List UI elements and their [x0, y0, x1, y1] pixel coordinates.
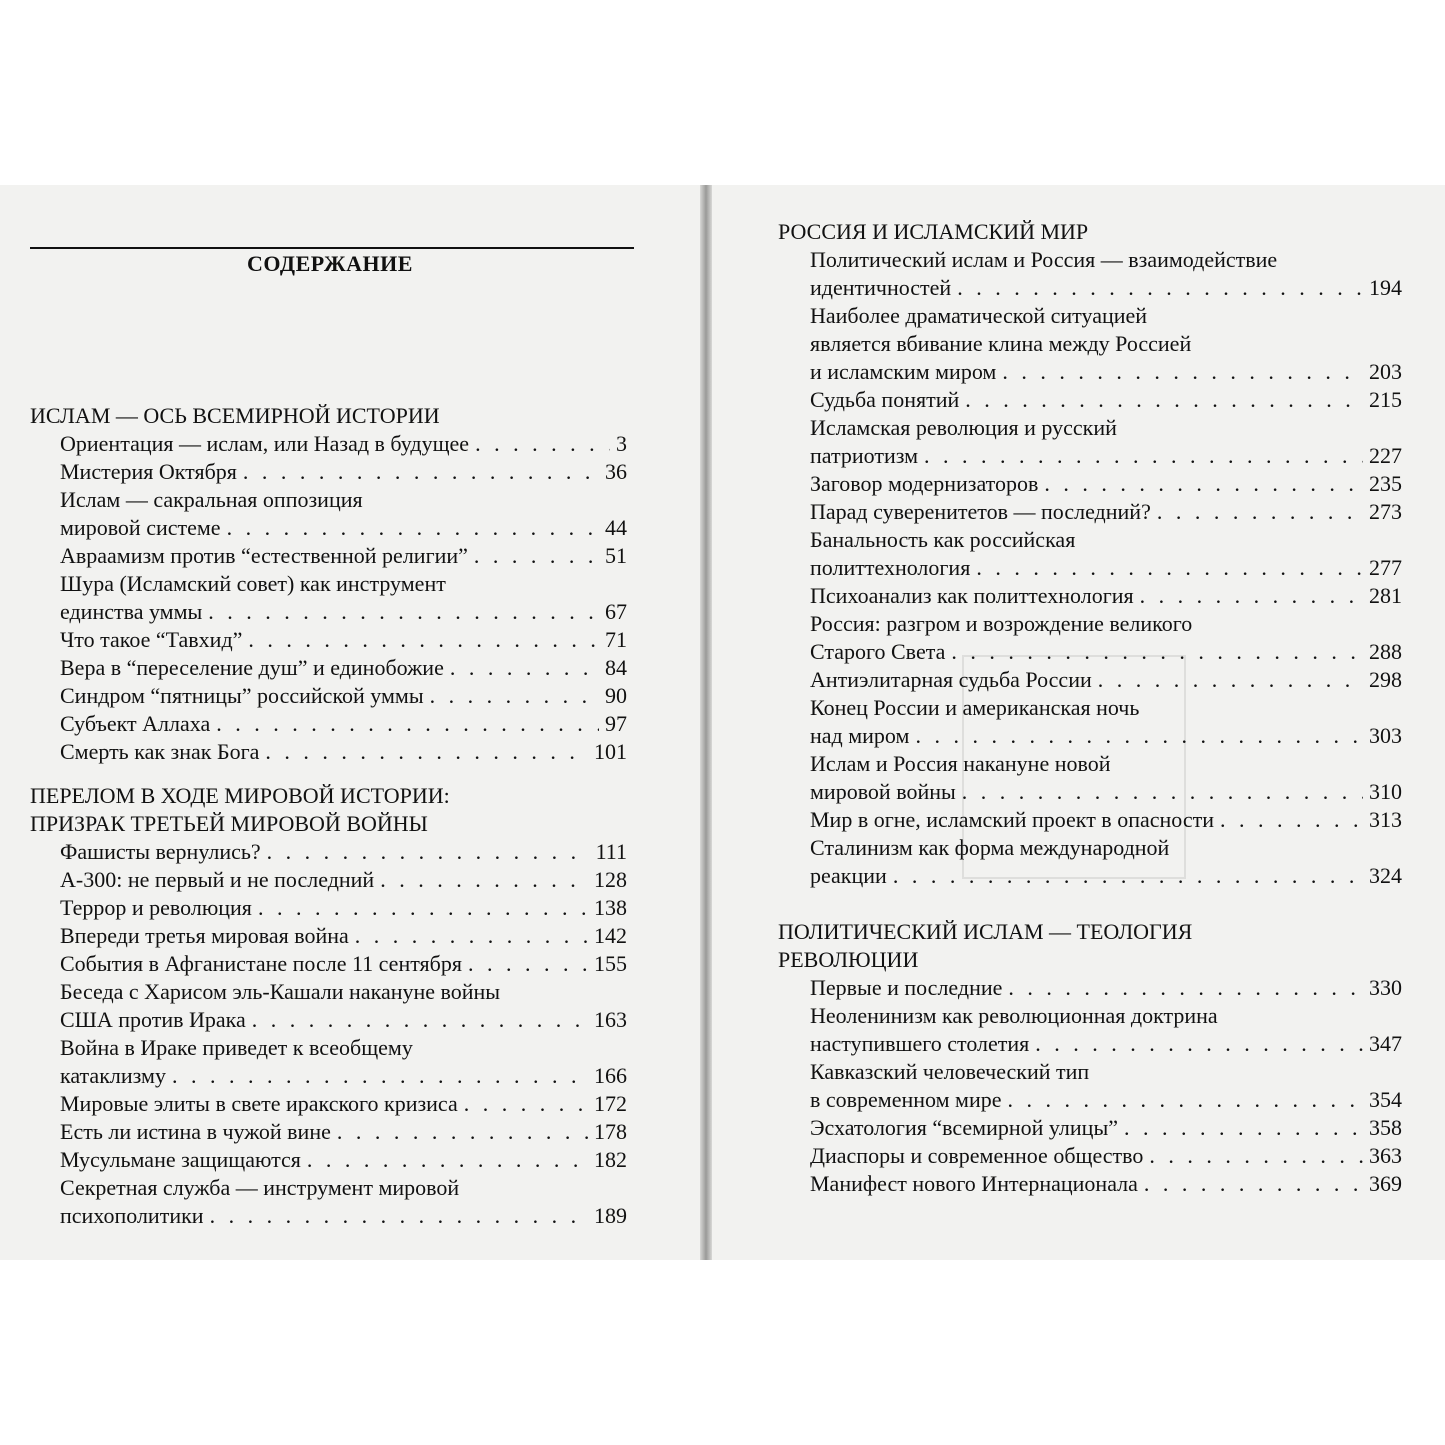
entry-title: Парад суверенитетов — последний?	[810, 499, 1151, 524]
dot-leader	[267, 838, 590, 866]
toc-entry	[810, 862, 1402, 890]
entry-page: 203	[1369, 359, 1402, 384]
entry-page: 194	[1369, 275, 1402, 300]
entry-page: 155	[594, 951, 627, 976]
entry-title: Судьба понятий	[810, 387, 960, 412]
dot-leader	[976, 554, 1363, 582]
entry-page: 303	[1369, 723, 1402, 748]
entry-page: 273	[1369, 499, 1402, 524]
entry-title: Впереди третья мировая война	[60, 923, 349, 948]
entry-page: 324	[1369, 863, 1402, 888]
entry-page: 354	[1369, 1087, 1402, 1112]
entry-title: Синдром “пятницы” российской уммы	[60, 683, 424, 708]
dot-leader	[252, 1006, 588, 1034]
entry-page: 111	[595, 839, 627, 864]
dot-leader	[475, 430, 610, 458]
entry-title-line: Сталинизм как форма международной	[810, 835, 1170, 860]
entry-title-line: Наиболее драматической ситуацией	[810, 303, 1148, 328]
dot-leader	[248, 626, 599, 654]
section-title: РОССИЯ И ИСЛАМСКИЙ МИР	[778, 219, 1089, 244]
toc-entry	[810, 778, 1402, 806]
dot-leader	[474, 542, 599, 570]
entry-title: Психоанализ как политтехнология	[810, 583, 1134, 608]
entry-page: 330	[1369, 975, 1402, 1000]
toc-entry	[810, 974, 1402, 1002]
entry-page: 277	[1369, 555, 1402, 580]
entry-title: Эсхатология “всемирной улицы”	[810, 1115, 1118, 1140]
entry-title: и исламским миром	[810, 359, 997, 384]
section-title: ИСЛАМ — ОСЬ ВСЕМИРНОЙ ИСТОРИИ	[30, 403, 440, 428]
dot-leader	[464, 1090, 588, 1118]
entry-page: 90	[605, 683, 627, 708]
entry-page: 138	[594, 895, 627, 920]
entry-title: Диаспоры и современное общество	[810, 1143, 1144, 1168]
entry-title: единства уммы	[60, 599, 203, 624]
toc-entry	[810, 442, 1402, 470]
dot-leader	[1220, 806, 1363, 834]
entry-title: идентичностей	[810, 275, 952, 300]
entry-page: 235	[1369, 471, 1402, 496]
toc-entry	[810, 1114, 1402, 1142]
entry-page: 313	[1369, 807, 1402, 832]
toc-entry	[810, 1170, 1402, 1198]
entry-title: Мусульмане защищаются	[60, 1147, 301, 1172]
toc-entry	[60, 1202, 627, 1230]
toc-entry	[60, 738, 627, 766]
toc-entry	[810, 1142, 1402, 1170]
toc-entry	[60, 710, 627, 738]
toc-entry	[810, 470, 1402, 498]
toc-entry	[810, 358, 1402, 386]
entry-title: Фашисты вернулись?	[60, 839, 261, 864]
entry-title-line: Конец России и американская ночь	[810, 695, 1140, 720]
dot-leader	[962, 778, 1363, 806]
entry-page: 310	[1369, 779, 1402, 804]
dot-leader	[1098, 666, 1363, 694]
section-title: ПОЛИТИЧЕСКИЙ ИСЛАМ — ТЕОЛОГИЯ	[778, 919, 1193, 944]
entry-page: 3	[616, 431, 627, 456]
dot-leader	[227, 514, 599, 542]
entry-title: Заговор модернизаторов	[810, 471, 1039, 496]
entry-title: Старого Света	[810, 639, 946, 664]
entry-title: мировой системе	[60, 515, 221, 540]
entry-page: 97	[605, 711, 627, 736]
entry-title: Авраамизм против “естественной религии”	[60, 543, 468, 568]
entry-title-line: Политический ислам и Россия — взаимодействие	[810, 247, 1278, 272]
dot-leader	[208, 598, 599, 626]
entry-title-line: Секретная служба — инструмент мировой	[60, 1175, 460, 1200]
dot-leader	[915, 722, 1363, 750]
entry-page: 182	[594, 1147, 627, 1172]
toc-entry	[810, 666, 1402, 694]
dot-leader	[216, 710, 599, 738]
toc-entry	[60, 514, 627, 542]
entry-title-line: Ислам и Россия накануне новой	[810, 751, 1111, 776]
entry-page: 67	[605, 599, 627, 624]
entry-page: 166	[594, 1063, 627, 1088]
entry-title-line: Исламская революция и русский	[810, 415, 1117, 440]
dot-leader	[1035, 1030, 1363, 1058]
toc-entry	[60, 922, 627, 950]
dot-leader	[430, 682, 599, 710]
entry-title-line: Война в Ираке приведет к всеобщему	[60, 1035, 413, 1060]
toc-entry	[810, 722, 1402, 750]
entry-page: 288	[1369, 639, 1402, 664]
dot-leader	[265, 738, 588, 766]
book-spread	[0, 185, 1445, 1260]
dot-leader	[951, 638, 1363, 666]
entry-title: США против Ирака	[60, 1007, 246, 1032]
dot-leader	[1157, 498, 1363, 526]
book-gutter	[700, 185, 712, 1260]
entry-title: мировой войны	[810, 779, 956, 804]
entry-page: 84	[605, 655, 627, 680]
entry-title: катаклизму	[60, 1063, 166, 1088]
toc-entry	[60, 1090, 627, 1118]
dot-leader	[957, 274, 1363, 302]
toc-entry	[60, 682, 627, 710]
entry-title: реакции	[810, 863, 887, 888]
dot-leader	[450, 654, 599, 682]
entry-page: 358	[1369, 1115, 1402, 1140]
entry-page: 71	[605, 627, 627, 652]
dot-leader	[924, 442, 1363, 470]
right-page	[712, 185, 1445, 1260]
toc-entry	[60, 838, 627, 866]
contents-heading: СОДЕРЖАНИЕ	[247, 251, 413, 276]
dot-leader	[893, 862, 1363, 890]
entry-title-line: является вбивание клина между Россией	[810, 331, 1192, 356]
entry-title-line: Банальность как российская	[810, 527, 1076, 552]
entry-title: Есть ли истина в чужой вине	[60, 1119, 331, 1144]
entry-page: 36	[605, 459, 627, 484]
entry-title: Мистерия Октября	[60, 459, 237, 484]
dot-leader	[1008, 974, 1363, 1002]
toc-entry	[810, 554, 1402, 582]
toc-entry	[60, 598, 627, 626]
entry-title: Мир в огне, исламский проект в опасности	[810, 807, 1214, 832]
toc-entry	[810, 1030, 1402, 1058]
toc-entry	[60, 1006, 627, 1034]
dot-leader	[1124, 1114, 1363, 1142]
toc-entry	[60, 430, 627, 458]
toc-entry	[60, 1146, 627, 1174]
entry-page: 347	[1369, 1031, 1402, 1056]
entry-title: Смерть как знак Бога	[60, 739, 260, 764]
entry-title: патриотизм	[810, 443, 919, 468]
entry-page: 189	[594, 1203, 627, 1228]
entry-title: над миром	[810, 723, 910, 748]
dot-leader	[1002, 358, 1363, 386]
entry-page: 281	[1369, 583, 1402, 608]
entry-page: 163	[594, 1007, 627, 1032]
dot-leader	[243, 458, 599, 486]
entry-title-line: Ислам — сакральная оппозиция	[60, 487, 363, 512]
entry-page: 215	[1369, 387, 1402, 412]
dot-leader	[380, 866, 588, 894]
dot-leader	[210, 1202, 588, 1230]
dot-leader	[468, 950, 588, 978]
entry-title: Террор и революция	[60, 895, 252, 920]
toc-entry	[60, 626, 627, 654]
dot-leader	[1008, 1086, 1363, 1114]
toc-entry	[810, 638, 1402, 666]
entry-title-line: Беседа с Харисом эль-Кашали накануне войны	[60, 979, 501, 1004]
entry-title: Манифест нового Интернационала	[810, 1171, 1138, 1196]
entry-page: 369	[1369, 1171, 1402, 1196]
entry-title: Ориентация — ислам, или Назад в будущее	[60, 431, 470, 456]
dot-leader	[1144, 1170, 1363, 1198]
entry-title: Мировые элиты в свете иракского кризиса	[60, 1091, 458, 1116]
entry-title: политтехнология	[810, 555, 971, 580]
entry-title: Первые и последние	[810, 975, 1003, 1000]
entry-page: 172	[594, 1091, 627, 1116]
dot-leader	[1149, 1142, 1363, 1170]
entry-title: А-300: не первый и не последний	[60, 867, 375, 892]
entry-title-line: Россия: разгром и возрождение великого	[810, 611, 1193, 636]
toc-entry	[60, 542, 627, 570]
entry-page: 298	[1369, 667, 1402, 692]
toc-entry	[810, 386, 1402, 414]
dot-leader	[337, 1118, 588, 1146]
entry-title: Субъект Аллаха	[60, 711, 211, 736]
entry-title-line: Неоленинизм как революционная доктрина	[810, 1003, 1218, 1028]
entry-title: психополитики	[60, 1203, 204, 1228]
entry-page: 44	[605, 515, 627, 540]
dot-leader	[258, 894, 588, 922]
toc-entry	[60, 1062, 627, 1090]
entry-title: в современном мире	[810, 1087, 1002, 1112]
entry-title: События в Афганистане после 11 сентября	[60, 951, 462, 976]
dot-leader	[1140, 582, 1363, 610]
dot-leader	[1044, 470, 1363, 498]
toc-entry	[60, 866, 627, 894]
toc-entry	[810, 498, 1402, 526]
entry-page: 178	[594, 1119, 627, 1144]
toc-entry	[60, 894, 627, 922]
left-page	[0, 185, 700, 1260]
entry-title: Антиэлитарная судьба России	[810, 667, 1092, 692]
entry-title-line: Кавказский человеческий тип	[810, 1059, 1090, 1084]
toc-entry	[60, 1118, 627, 1146]
entry-page: 128	[594, 867, 627, 892]
entry-page: 51	[605, 543, 627, 568]
dot-leader	[965, 386, 1363, 414]
dot-leader	[355, 922, 588, 950]
section-title: РЕВОЛЮЦИИ	[778, 947, 919, 972]
dot-leader	[172, 1062, 588, 1090]
entry-title: Вера в “переселение душ” и единобожие	[60, 655, 444, 680]
entry-page: 142	[594, 923, 627, 948]
dot-leader	[307, 1146, 588, 1174]
toc-entry	[810, 1086, 1402, 1114]
entry-page: 227	[1369, 443, 1402, 468]
entry-title: наступившего столетия	[810, 1031, 1030, 1056]
entry-title-line: Шура (Исламский совет) как инструмент	[60, 571, 446, 596]
toc-entry	[60, 654, 627, 682]
section-title: ПРИЗРАК ТРЕТЬЕЙ МИРОВОЙ ВОЙНЫ	[30, 811, 428, 836]
entry-title: Что такое “Тавхид”	[60, 627, 243, 652]
toc-entry	[60, 458, 627, 486]
left-toc	[0, 185, 700, 1260]
right-toc	[712, 185, 1445, 1260]
toc-entry	[60, 950, 627, 978]
toc-entry	[810, 806, 1402, 834]
section-title: ПЕРЕЛОМ В ХОДЕ МИРОВОЙ ИСТОРИИ:	[30, 783, 450, 808]
toc-entry	[810, 582, 1402, 610]
toc-entry	[810, 274, 1402, 302]
entry-page: 363	[1369, 1143, 1402, 1168]
entry-page: 101	[594, 739, 627, 764]
